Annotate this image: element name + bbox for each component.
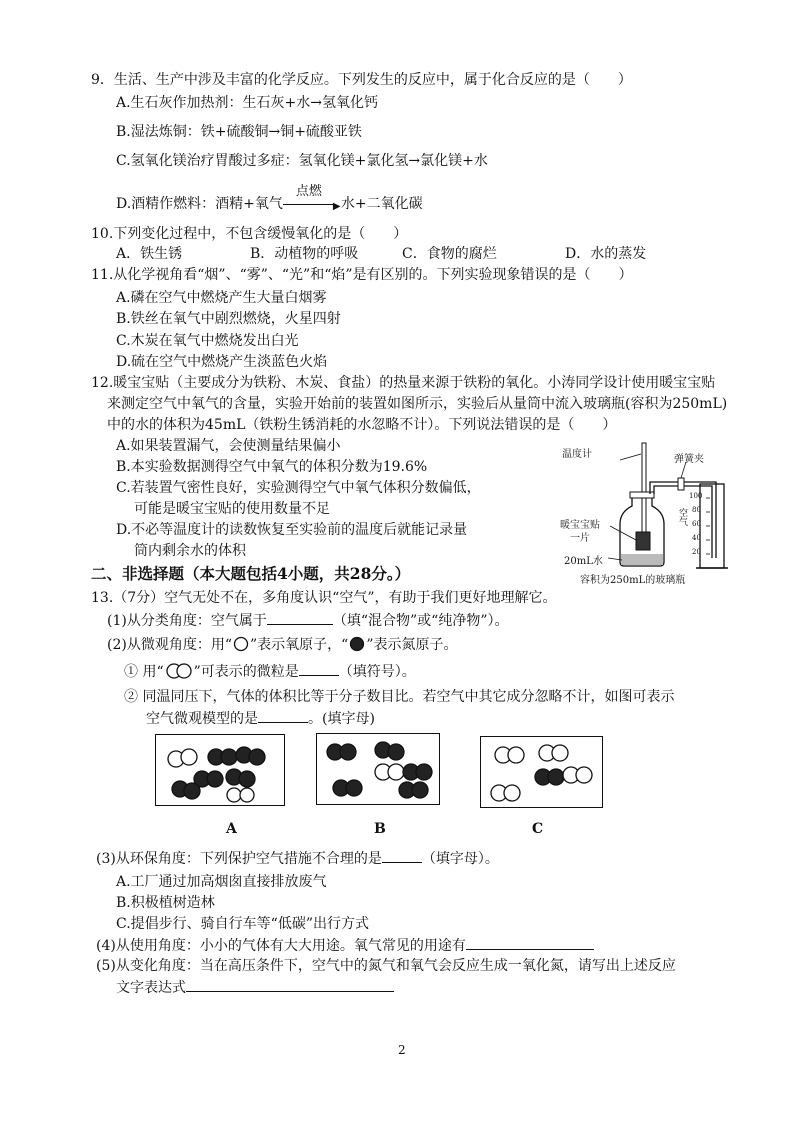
q13-sub2-line1 xyxy=(124,688,674,706)
q13-sub1-blank[interactable] xyxy=(299,662,339,676)
model-box-a xyxy=(155,734,285,806)
model-label-a: A xyxy=(226,821,237,837)
label-air: 空气 xyxy=(677,508,687,526)
q13-sub2-line2 xyxy=(146,709,375,728)
q9-option-b: B.湿法炼铜：铁+硫酸铜→铜+硫酸亚铁 xyxy=(116,124,362,140)
q12-option-a: A.如果装置漏气，会使测量结果偏小 xyxy=(116,438,341,454)
q13-sub2-blank[interactable] xyxy=(258,709,308,723)
q13-part2-text-a: (2)从微观角度：用“ xyxy=(107,637,232,653)
section2-title: 二、非选择题（本大题包括4小题，共28分。） xyxy=(91,564,411,583)
q13-part3 xyxy=(96,849,499,868)
q13-part1-text: (1)从分类角度：空气属于 xyxy=(107,613,267,629)
q13-part5-line1: (5)从变化角度：当在高压条件下，空气中的氮气和氧气会反应生成一氧化氮，请写出上述反应 xyxy=(96,958,676,974)
q11-option-b: B.铁丝在氧气中剧烈燃烧，火星四射 xyxy=(116,311,341,327)
q13-sub2-text-before: 空气微观模型的是 xyxy=(146,711,258,727)
q9-option-d xyxy=(116,184,423,213)
page-number: 2 xyxy=(398,1043,406,1057)
q13-part3-blank[interactable] xyxy=(382,849,422,863)
q12-option-d-line2: 筒内剩余水的体积 xyxy=(134,543,246,559)
q12-stem-line2: 来测定空气中氧气的含量，实验开始前的装置如图所示，实验后从量筒中流入玻璃瓶(容积为250mL) xyxy=(107,396,728,412)
q12-option-d-line1: D.不必等温度计的读数恢复至实验前的温度后就能记录量 xyxy=(116,522,468,538)
q13-part1 xyxy=(107,611,508,630)
q13-sub2-hint: 。(填字母) xyxy=(308,711,375,727)
nitrogen-atom-icon xyxy=(348,636,366,652)
q10-option-c: C．食物的腐烂 xyxy=(402,246,497,262)
q12-apparatus-figure xyxy=(560,440,740,588)
q9-stem: 9．生活、生产中涉及丰富的化学反应。下列发生的反应中，属于化合反应的是（ ） xyxy=(91,72,632,88)
q9-option-d-right: 水+二氧化碳 xyxy=(340,196,423,212)
q13-part2-text-b: ”表示氧原子，“ xyxy=(250,637,349,653)
q13-part4-blank[interactable] xyxy=(466,936,594,950)
scale-80: 80 xyxy=(692,506,701,514)
q10-option-b: B．动植物的呼吸 xyxy=(250,246,359,262)
model-b-molecules xyxy=(317,734,438,803)
model-label-b: B xyxy=(374,821,386,837)
q13-part3-option-a: A.工厂通过加高烟囱直接排放废气 xyxy=(116,874,327,890)
q11-option-a: A.磷在空气中燃烧产生大量白烟雾 xyxy=(116,290,327,306)
oxygen-atom-icon xyxy=(232,636,250,652)
q12-option-b: B.本实验数据测得空气中氧气的体积分数为19.6% xyxy=(116,459,428,475)
q13-part1-hint: （填“混合物”或“纯净物”）。 xyxy=(332,613,509,629)
q13-part2-text-c: ”表示氮原子。 xyxy=(366,637,458,653)
model-label-c: C xyxy=(532,821,544,837)
q13-part5-line2 xyxy=(116,978,394,997)
model-box-b xyxy=(316,733,440,805)
label-bottle: 容积为250mL的玻璃瓶 xyxy=(580,575,686,586)
q13-sub1 xyxy=(124,662,416,681)
scale-40: 40 xyxy=(692,534,701,542)
label-clamp: 弹簧夹 xyxy=(674,454,704,465)
label-warmer-line1: 暖宝宝贴 xyxy=(560,520,600,531)
q11-option-c: C.木炭在氧气中燃烧发出白光 xyxy=(116,333,299,349)
q13-sub1-text-a: 用“ xyxy=(142,664,164,680)
model-c-molecules xyxy=(481,737,601,806)
scale-20: 20 xyxy=(692,548,701,556)
q13-part3-option-c: C.提倡步行、骑自行车等“低碳”出行方式 xyxy=(116,916,369,932)
q13-sub2-number: ② xyxy=(124,689,138,705)
q9-option-d-left: D.酒精作燃料：酒精+氧气 xyxy=(116,196,283,212)
scale-100: 100 xyxy=(689,492,703,500)
q10-option-a: A．铁生锈 xyxy=(116,246,183,262)
q12-option-c-line1: C.若装置气密性良好，实验测得空气中氧气体积分数偏低， xyxy=(116,480,481,496)
q13-sub2-text: 同温同压下，气体的体积比等于分子数目比。若空气中其它成分忽略不计，如图可表示 xyxy=(142,689,675,705)
q12-stem-line3: 中的水的体积为45mL（铁粉生锈消耗的水忽略不计）。下列说法错误的是（ ） xyxy=(107,417,617,433)
q9-option-a: A.生石灰作加热剂：生石灰+水→氢氧化钙 xyxy=(116,95,379,111)
q13-sub1-number: ① xyxy=(124,664,138,680)
q13-part4-text: (4)从使用角度：小小的气体有大大用途。氧气常见的用途有 xyxy=(96,938,466,954)
q10-stem: 10.下列变化过程中，不包含缓慢氧化的是（ ） xyxy=(91,226,408,242)
q10-option-d: D．水的蒸发 xyxy=(565,246,647,262)
q13-sub1-hint: （填符号）。 xyxy=(338,664,416,680)
label-thermometer: 温度计 xyxy=(562,449,592,460)
reaction-arrow: 点燃 ▶ xyxy=(283,197,341,211)
label-water: 20mL水 xyxy=(564,556,603,567)
q12-stem-line1: 12.暖宝宝贴（主要成分为铁粉、木炭、食盐）的热量来源于铁粉的氧化。小涛同学设计使用暖宝宝贴 xyxy=(91,375,716,391)
q12-option-c-line2: 可能是暖宝宝贴的使用数量不足 xyxy=(134,501,330,517)
q11-option-d: D.硫在空气中燃烧产生淡蓝色火焰 xyxy=(116,354,328,370)
model-box-c xyxy=(480,736,603,808)
oxygen-molecule-icon xyxy=(164,662,194,680)
label-warmer-line2: 一片 xyxy=(570,533,590,544)
q13-stem: 13.（7分）空气无处不在，多角度认识“空气”，有助于我们更好地理解它。 xyxy=(91,590,557,606)
reaction-condition: 点燃 xyxy=(295,184,322,199)
q13-part4 xyxy=(96,936,594,955)
q13-part3-text: (3)从环保角度：下列保护空气措施不合理的是 xyxy=(96,851,382,867)
model-a-molecules xyxy=(156,735,283,804)
q13-sub1-text-b: ”可表示的微粒是 xyxy=(193,664,299,680)
q9-option-c: C.氢氧化镁治疗胃酸过多症：氢氧化镁+氯化氢→氯化镁+水 xyxy=(116,153,488,169)
scale-60: 60 xyxy=(692,520,701,528)
q11-stem: 11.从化学视角看“烟”、“雾”、“光”和“焰”是有区别的。下列实验现象错误的是（ ） xyxy=(91,267,633,283)
q13-part2 xyxy=(107,636,458,654)
q13-part3-hint: （填字母）。 xyxy=(421,851,499,867)
q13-part5-blank[interactable] xyxy=(186,978,394,992)
q13-part1-blank[interactable] xyxy=(267,611,333,625)
q13-part3-option-b: B.积极植树造林 xyxy=(116,895,215,911)
q13-part5-text: 文字表达式 xyxy=(116,980,186,996)
